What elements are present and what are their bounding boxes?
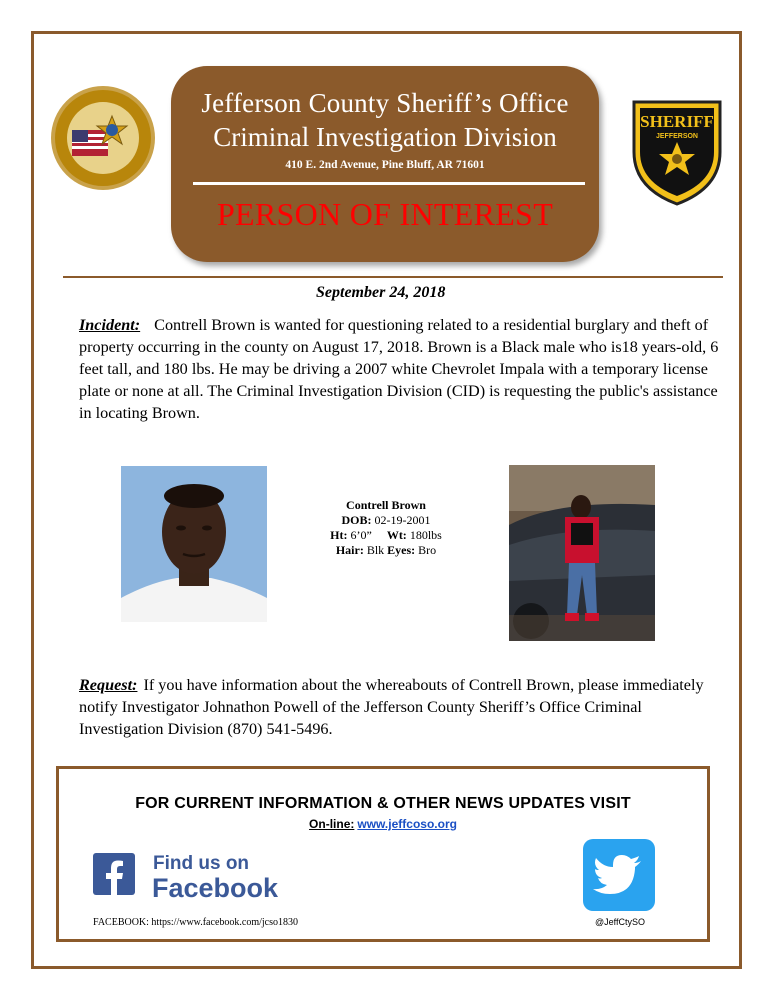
division-name: Criminal Investigation Division — [213, 122, 557, 152]
dob-value: 02-19-2001 — [374, 513, 431, 527]
info-box — [56, 766, 710, 942]
website-link[interactable]: www.jeffcoso.org — [357, 817, 457, 831]
badge-sheriff-text: SHERIFF — [640, 112, 714, 131]
badge-county-text: JEFFERSON — [655, 133, 699, 140]
facebook-find-text[interactable]: Find us on — [153, 853, 250, 874]
request-paragraph — [79, 674, 719, 740]
eyes-value: Bro — [418, 543, 437, 557]
mugshot-photo — [121, 466, 267, 622]
eyes-label: Eyes: — [387, 543, 416, 557]
twitter-handle[interactable]: @JeffCtySO — [595, 917, 645, 927]
hair-value: Blk — [366, 543, 385, 557]
height-label: Ht: — [330, 528, 348, 542]
request-text: If you have information about the whereabouts of Contrell Brown, please immediately notify Investigator Johnathon Powell of the Jefferson County Sheriff’s Office Criminal Investigation Division (870) 541-5496. — [79, 676, 704, 738]
header-banner — [171, 66, 599, 262]
subject-details — [300, 498, 472, 558]
visit-heading: FOR CURRENT INFORMATION & OTHER NEWS UPDATES VISIT — [135, 795, 631, 812]
agency-name: Jefferson County Sheriff’s Office — [201, 88, 569, 118]
dob-label: DOB: — [341, 513, 372, 527]
incident-label: Incident: — [79, 316, 141, 334]
weight-value: 180lbs — [409, 528, 442, 542]
height-value: 6’0” — [350, 528, 372, 542]
section-divider — [63, 276, 723, 278]
facebook-icon[interactable] — [93, 853, 135, 895]
sheriff-badge-icon — [630, 96, 724, 206]
agency-address: 410 E. 2nd Avenue, Pine Bluff, AR 71601 — [285, 159, 485, 171]
subject-name: Contrell Brown — [346, 498, 426, 512]
hair-label: Hair: — [335, 543, 364, 557]
request-label: Request: — [79, 676, 138, 694]
facebook-wordmark[interactable]: Facebook — [152, 873, 279, 903]
county-sheriff-seal-icon — [50, 84, 156, 192]
header-divider — [193, 182, 585, 185]
incident-paragraph — [79, 314, 719, 424]
subject-car-photo — [509, 465, 655, 641]
report-date: September 24, 2018 — [316, 284, 446, 301]
online-label: On-line: — [309, 817, 355, 831]
facebook-url: FACEBOOK: https://www.facebook.com/jcso1830 — [93, 917, 298, 928]
weight-label: Wt: — [386, 528, 407, 542]
incident-text: Contrell Brown is wanted for questioning related to a residential burglary and theft of property occurring in the county on August 17, 2018. Brown is a Black male who is18 years-old, 6 feet tall, and 180 lbs. He may be driving a 2007 white Chevrolet Impala with a temporary license plate or none at all. The Criminal Investigation Division (CID) is requesting the public's assistance in locating Brown. — [79, 316, 719, 422]
online-line — [59, 817, 707, 831]
poi-heading: PERSON OF INTEREST — [216, 196, 554, 232]
twitter-icon[interactable] — [583, 839, 655, 911]
